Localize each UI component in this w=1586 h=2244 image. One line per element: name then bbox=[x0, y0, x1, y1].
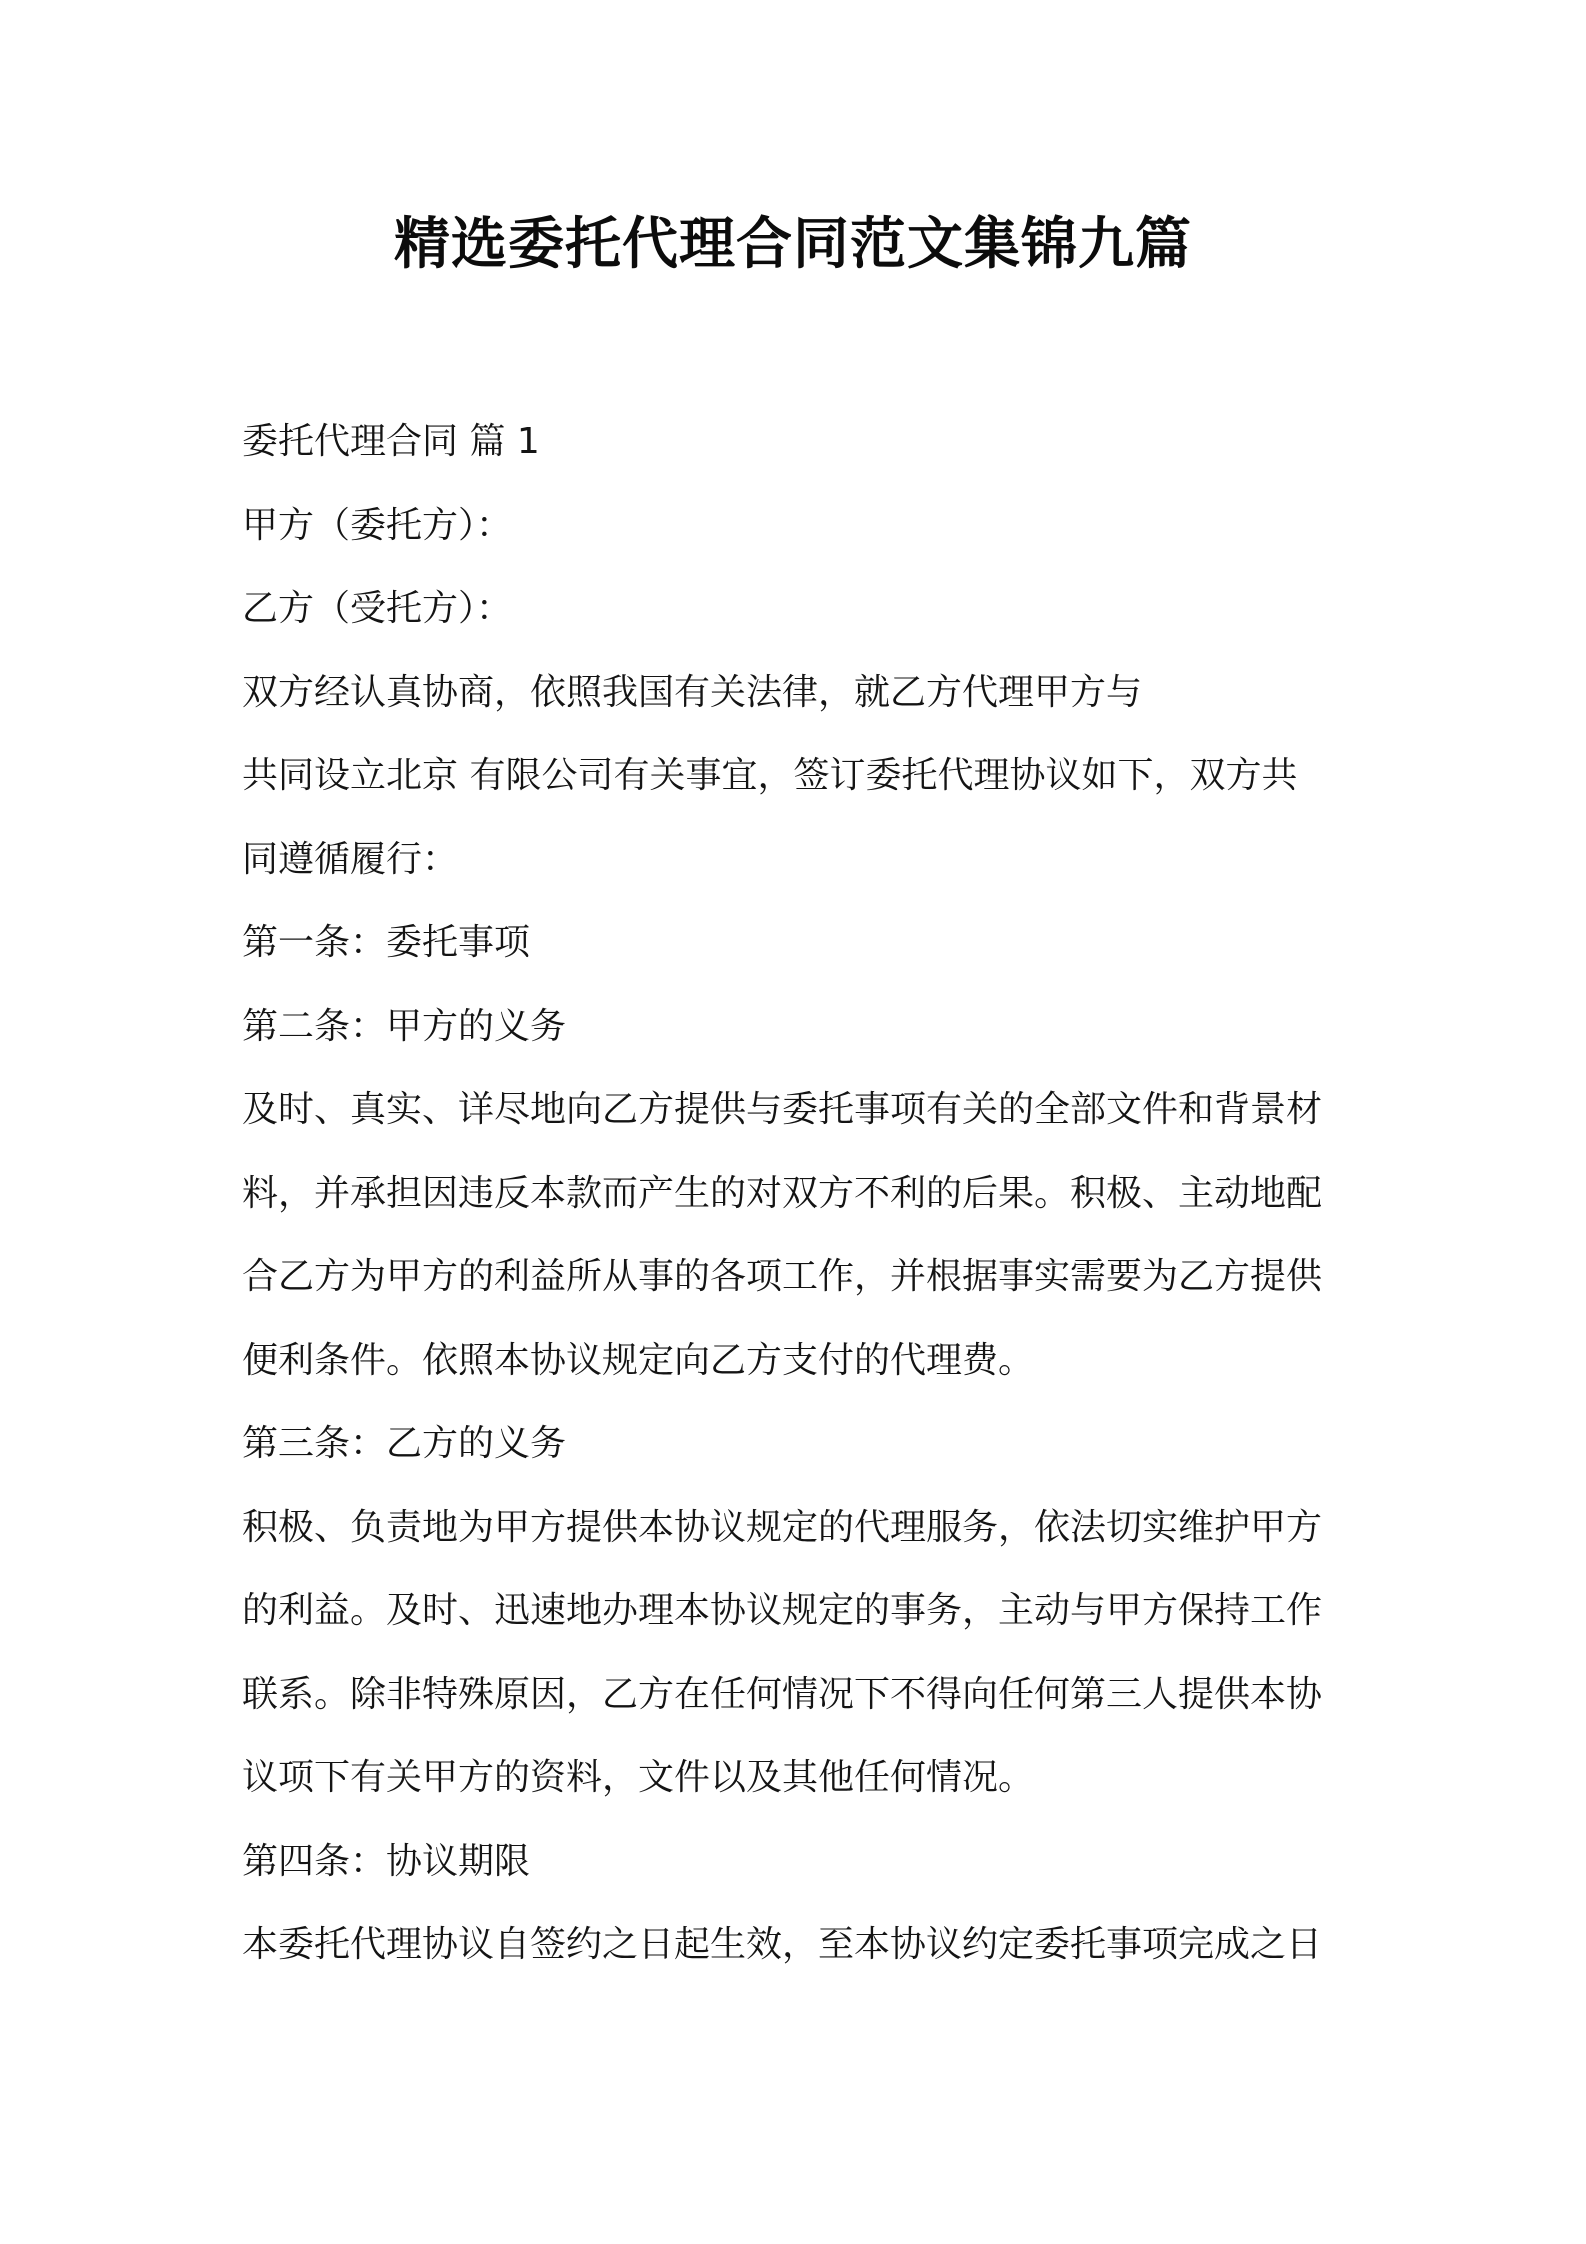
text-line: 第三条：乙方的义务 bbox=[242, 1423, 567, 1464]
text-line: 第一条：委托事项 bbox=[242, 922, 531, 963]
text-line: 本委托代理协议自签约之日起生效，至本协议约定委托事项完成之日 bbox=[242, 1924, 1323, 1965]
text-line: 便利条件。依照本协议规定向乙方支付的代理费。 bbox=[242, 1339, 1035, 1381]
document-body bbox=[242, 400, 1362, 1987]
text-line: 同遵循履行： bbox=[242, 838, 459, 880]
text-line: 及时、真实、详尽地向乙方提供与委托事项有关的全部文件和背景材 bbox=[242, 1089, 1323, 1130]
text-line: 议项下有关甲方的资料，文件以及其他任何情况。 bbox=[242, 1757, 1035, 1798]
text-line: 合乙方为甲方的利益所从事的各项工作，并根据事实需要为乙方提供 bbox=[242, 1256, 1323, 1297]
text-line: 的利益。及时、迅速地办理本协议规定的事务，主动与甲方保持工作 bbox=[242, 1590, 1323, 1631]
text-line: 共同设立北京 有限公司有关事宜，签订委托代理协议如下，双方共 bbox=[242, 755, 1298, 796]
text-line: 料，并承担因违反本款而产生的对双方不利的后果。积极、主动地配 bbox=[242, 1172, 1323, 1214]
text-line: 联系。除非特殊原因，乙方在任何情况下不得向任何第三人提供本协 bbox=[242, 1673, 1323, 1715]
document-title: 精选委托代理合同范文集锦九篇 bbox=[394, 212, 1192, 277]
text-line: 第二条：甲方的义务 bbox=[242, 1005, 567, 1047]
text-line: 双方经认真协商，依照我国有关法律，就乙方代理甲方与 bbox=[242, 671, 1143, 713]
text-line: 委托代理合同 篇 1 bbox=[242, 421, 540, 462]
text-line: 积极、负责地为甲方提供本协议规定的代理服务，依法切实维护甲方 bbox=[242, 1506, 1323, 1548]
text-line: 第四条：协议期限 bbox=[242, 1840, 531, 1882]
text-line: 甲方（委托方）： bbox=[242, 504, 513, 546]
text-line: 乙方（受托方）： bbox=[242, 588, 513, 629]
